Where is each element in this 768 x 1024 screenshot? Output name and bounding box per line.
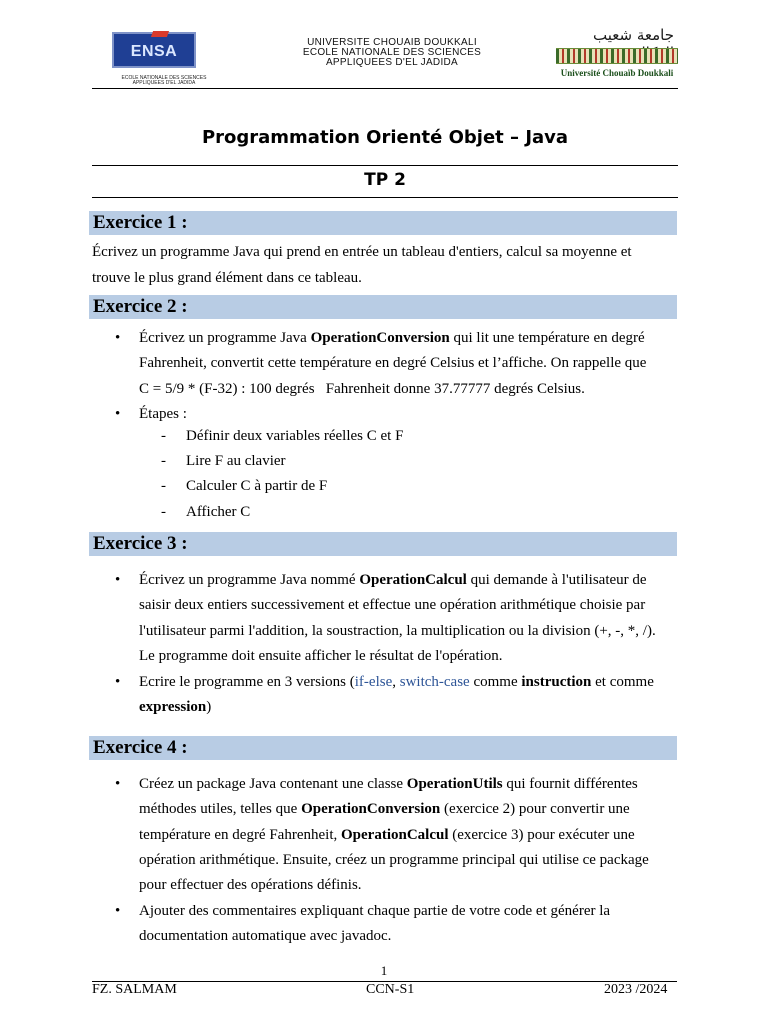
exercise-3-bullet-1-line-3: l'utilisateur parmi l'addition, la soustraction, la multiplication ou la division (+, -, *, /). — [139, 622, 656, 639]
text-run: qui fournit différentes — [502, 776, 638, 792]
dash-icon: - — [161, 504, 166, 520]
tp-divider-bottom — [92, 197, 678, 198]
exercise-3-bullet-2-line-2 — [139, 695, 675, 720]
bullet-icon: • — [115, 406, 121, 422]
page-number: 1 — [380, 963, 388, 978]
exercise-2-bullet-2-text: Étapes : — [139, 406, 187, 422]
exercise-2-bullet-2 — [115, 402, 675, 427]
dash-icon: - — [161, 428, 166, 444]
exercise-4-bullet-1-line-5: pour effectuer des opérations définis. — [139, 877, 362, 894]
exercise-4-bullet-2-line-2: documentation automatique avec javadoc. — [139, 928, 392, 945]
class-name: OperationCalcul — [359, 572, 467, 588]
exercise-2-step-3: Calculer C à partir de F — [186, 478, 328, 494]
ensa-logo — [110, 30, 218, 86]
text-run: comme — [469, 674, 522, 690]
bullet-icon: • — [115, 903, 121, 919]
text-run: méthodes utiles, telles que — [139, 801, 302, 818]
text-run: et comme — [591, 674, 654, 690]
exercise-2-step-1: Définir deux variables réelles C et F — [186, 428, 404, 444]
exercise-2-bullet-1-line-3: C = 5/9 * (F-32) : 100 degrés Fahrenheit donne 37.77777 degrés Celsius. — [139, 380, 585, 397]
exercise-3-bullet-1-line-1 — [139, 568, 675, 593]
keyword-expression: expression — [139, 699, 207, 716]
tp-title: TP 2 — [364, 170, 406, 190]
tp-divider-top — [92, 165, 678, 166]
exercise-3-bullet-1-line-4: Le programme doit ensuite afficher le résultat de l'opération. — [139, 647, 503, 664]
dash-icon: - — [161, 453, 166, 469]
exercise-4-header — [89, 736, 677, 760]
exercise-1-title: Exercice 1 : — [93, 212, 188, 233]
exercise-2-title: Exercice 2 : — [93, 296, 188, 317]
keyword-instruction: instruction — [521, 674, 592, 690]
exercise-2-step-4: Afficher C — [186, 504, 251, 520]
if-else-link[interactable]: if-else — [354, 674, 393, 690]
exercise-2-bullet-1 — [115, 326, 675, 402]
text-run: (exercice 2) pour convertir une — [440, 801, 630, 818]
class-name: OperationConversion — [301, 801, 441, 818]
text-run: (exercice 3) pour exécuter une — [448, 826, 635, 843]
university-line-2: ECOLE NATIONALE DES SCIENCES — [302, 47, 482, 58]
exercise-1-text — [92, 240, 675, 291]
exercise-2-step-2: Lire F au clavier — [186, 453, 286, 469]
bullet-icon: • — [115, 776, 121, 792]
exercise-1-line-1: Écrivez un programme Java qui prend en entrée un tableau d'entiers, calcul sa moyenne et — [92, 244, 632, 260]
text-run: température en degré Fahrenheit, — [139, 826, 341, 843]
text-run: Créez un package Java contenant une classe — [139, 776, 407, 792]
footer-class: CCN-S1 — [366, 982, 415, 997]
exercise-4-bullet-2-line-1: Ajouter des commentaires expliquant chaque partie de votre code et générer la — [139, 903, 611, 919]
course-title: Programmation Orienté Objet – Java — [201, 127, 569, 148]
exercise-4-bullet-1-line-3 — [139, 823, 675, 848]
text-run: Écrivez un programme Java nommé — [139, 572, 360, 588]
exercise-3-title: Exercice 3 : — [93, 533, 188, 554]
exercise-1-line-2: trouve le plus grand élément dans ce tableau. — [92, 269, 362, 286]
text-run: , — [392, 674, 400, 690]
ucd-logo-latin: Université Chouaïb Doukkali — [560, 68, 674, 78]
class-name: OperationCalcul — [341, 826, 449, 843]
ensa-logo-box — [112, 32, 196, 68]
exercise-3-bullet-2-line-1 — [139, 670, 675, 695]
exercise-2-bullet-1-line-1 — [139, 326, 675, 351]
ucd-logo — [556, 26, 678, 82]
footer-year: 2023 /2024 — [604, 982, 668, 997]
exercise-4-bullet-1-line-2 — [139, 797, 675, 822]
exercise-4-title: Exercice 4 : — [93, 737, 188, 758]
text-run: Écrivez un programme Java — [139, 330, 311, 346]
switch-case-link[interactable]: switch-case — [399, 674, 470, 690]
page-header — [92, 24, 678, 88]
exercise-2-header — [89, 295, 677, 319]
ensa-logo-subtitle: ECOLE NATIONALE DES SCIENCES APPLIQUEES D'EL JADIDA — [121, 75, 207, 86]
ucd-logo-arabic: جامعة شعيب — [593, 26, 674, 44]
university-line-3: APPLIQUEES D'EL JADIDA — [325, 57, 459, 68]
class-name: OperationUtils — [406, 776, 503, 792]
exercise-4-bullet-2 — [115, 899, 675, 950]
ensa-logo-accent — [151, 31, 169, 37]
exercise-4-bullet-1-line-1 — [139, 772, 675, 797]
university-line-1: UNIVERSITE CHOUAIB DOUKKALI — [307, 37, 477, 48]
footer-author: FZ. SALMAM — [92, 982, 177, 997]
exercise-1-header — [89, 211, 677, 235]
text-run: qui demande à l'utilisateur de — [466, 572, 647, 588]
exercise-4-bullet-1 — [115, 772, 675, 898]
text-run: Ecrire le programme en 3 versions ( — [139, 674, 355, 690]
exercise-3-header — [89, 532, 677, 556]
ensa-logo-text: ENSA — [130, 43, 178, 60]
university-name — [262, 38, 522, 68]
class-name: OperationConversion — [310, 330, 450, 346]
exercise-3-bullet-2 — [115, 670, 675, 721]
text-run: qui lit une température en degré — [449, 330, 645, 346]
exercise-3-bullet-1 — [115, 568, 675, 669]
exercise-4-bullet-1-line-4: opération arithmétique. Ensuite, créez un programme principal qui utilise ce package — [139, 851, 649, 868]
dash-icon: - — [161, 478, 166, 494]
bullet-icon: • — [115, 674, 121, 690]
ucd-logo-pattern — [556, 48, 678, 64]
header-divider — [92, 88, 678, 89]
text-run: ) — [206, 699, 212, 716]
exercise-3-bullet-1-line-2: saisir deux entiers successivement et effectue une opération arithmétique choisie par — [139, 597, 646, 614]
bullet-icon: • — [115, 330, 121, 346]
exercise-2-bullet-1-line-2: Fahrenheit, convertit cette température en degré Celsius et l’affiche. On rappelle que — [139, 355, 647, 372]
bullet-icon: • — [115, 572, 121, 588]
